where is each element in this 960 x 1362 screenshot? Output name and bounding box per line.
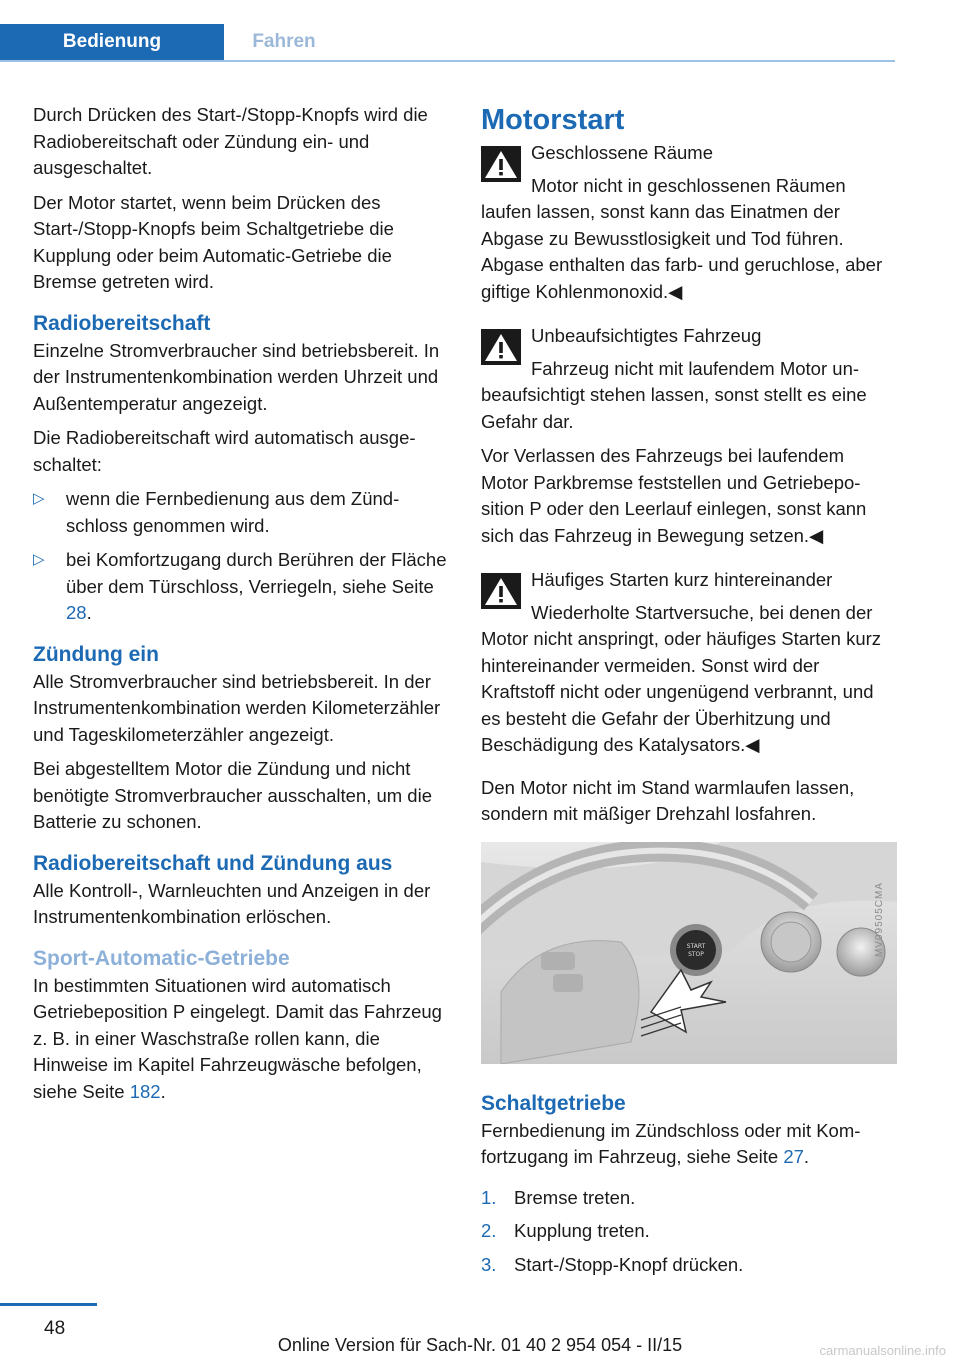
zuendung-paragraph-2: Bei abgestelltem Motor die Zündung und nicht benötigte Stromverbraucher ausschalten, um die Batterie zu schonen. — [33, 758, 432, 832]
warning-title: Unbeaufsichtigtes Fahrzeug — [531, 325, 762, 346]
step-number: 1. — [481, 1186, 497, 1208]
warning-triangle-icon — [481, 329, 521, 365]
warning-text: Wiederholte Startversuche, bei denen der Motor nicht anspringt, oder häufiges Starten kurz hintereinander vermeiden. Sonst wird der Kraftstoff nicht oder ungenügend verbrannt, und es besteht die Gefahr der Überhitzung und Beschädigung des Katalysators.◀ — [481, 601, 882, 755]
footer-version-text: Online Version für Sach-Nr. 01 40 2 954 054 - II/15 — [277, 1335, 683, 1355]
step-number: 3. — [481, 1253, 497, 1275]
svg-text:START: START — [686, 942, 706, 950]
sport-paragraph — [33, 973, 448, 1106]
heading-radiobereitschaft: Radiobereitschaft — [33, 311, 211, 335]
footer-accent-line — [0, 1303, 97, 1306]
schalt-text: Fernbedienung im Zündschloss oder mit Komfortzugang im Fahrzeug, siehe Seite — [481, 1119, 861, 1167]
intro-paragraph-1: Durch Drücken des Start-/Stopp-Knopfs wird die Radiobereitschaft oder Zündung ein- und ausgeschaltet. — [33, 104, 428, 178]
radio-paragraph-2: Die Radiobereitschaft wird automatisch ausgeschaltet: — [33, 427, 416, 475]
figure-code: MV09505CMA — [873, 881, 885, 957]
heading-schaltgetriebe: Schaltgetriebe — [481, 1091, 626, 1115]
warning-block-3 — [481, 567, 895, 759]
tab-fahren[interactable]: Fahren — [252, 31, 316, 52]
page-number: 48 — [44, 1318, 66, 1339]
stand-paragraph: Den Motor nicht im Stand warmlaufen lassen, sondern mit mäßiger Drehzahl losfahren. — [481, 776, 855, 824]
warning-block-1 — [481, 140, 895, 305]
step-text: Kupplung treten. — [514, 1220, 650, 1241]
header-divider — [0, 60, 895, 62]
aus-paragraph: Alle Kontroll-, Warnleuchten und Anzeigen in der Instrumentenkombination erlöschen. — [33, 879, 431, 927]
triangle-bullet-icon: ▷ — [33, 490, 45, 507]
start-stop-button-figure — [481, 842, 897, 1064]
watermark-text: carmanualsonline.info — [819, 1343, 946, 1358]
bullet-end: . — [86, 602, 92, 623]
radio-paragraph-1: Einzelne Stromverbraucher sind betriebsbereit. In der Instrumentenkombination werden Uhrzeit und Außentemperatur angezeigt. — [33, 339, 440, 414]
dashboard-illustration — [481, 842, 897, 1064]
list-item — [481, 1185, 895, 1212]
sport-text: In bestimmten Situationen wird automatisch Getriebeposition P eingelegt. Damit das Fahrzeug z. B. in einer Waschstraße rollen kann, die Hinweise im Kapitel Fahrzeugwäsche befolgen, siehe Seite — [33, 974, 442, 1102]
zuendung-paragraph-1: Alle Stromverbraucher sind betriebsbereit. In der Instrumentenkombination werden Kilometerzähler und Tageskilometerzähler angezeigt. — [33, 670, 441, 745]
list-item — [481, 1252, 895, 1279]
heading-zuendung-ein: Zündung ein — [33, 642, 159, 666]
warning-block-2 — [481, 323, 895, 435]
page-link-27[interactable]: 27 — [783, 1146, 804, 1167]
heading-motorstart: Motorstart — [481, 104, 625, 136]
step-number: 2. — [481, 1220, 497, 1241]
warning-title: Häufiges Starten kurz hintereinander — [531, 569, 833, 590]
heading-sport-automatic: Sport-Automatic-Getriebe — [33, 946, 290, 970]
header-tabs — [0, 24, 895, 62]
schalt-paragraph — [481, 1118, 895, 1171]
right-column — [481, 102, 895, 1285]
sport-end: . — [160, 1080, 166, 1102]
svg-text:STOP: STOP — [688, 950, 704, 958]
verlassen-paragraph: Vor Verlassen des Fahrzeugs bei laufendem Motor Parkbremse feststellen und Getriebeposition P oder den Leerlauf einlegen, sonst kann sich das Fahrzeug in Bewegung setzen.◀ — [481, 445, 867, 546]
heading-zuendung-aus: Radiobereitschaft und Zündung aus — [33, 851, 393, 875]
list-item — [33, 547, 448, 627]
triangle-bullet-icon: ▷ — [33, 551, 45, 568]
page-link-182[interactable]: 182 — [129, 1080, 161, 1102]
steps-list — [481, 1185, 895, 1279]
warning-text: Fahrzeug nicht mit laufendem Motor unbeaufsichtigt stehen lassen, sonst stellt es eine Gefahr dar. — [481, 357, 867, 432]
tab-bedienung[interactable]: Bedienung — [0, 24, 224, 60]
step-text: Bremse treten. — [514, 1186, 636, 1208]
left-column — [33, 102, 448, 1113]
radio-bullet-list — [33, 486, 448, 627]
bullet-text: bei Komfortzugang durch Berühren der Fläche über dem Türschloss, Verriegeln, siehe Seite — [66, 549, 447, 597]
step-text: Start-/Stopp-Knopf drücken. — [514, 1253, 744, 1275]
warning-title: Geschlossene Räume — [531, 142, 714, 163]
warning-triangle-icon — [481, 573, 521, 609]
page-link-28[interactable]: 28 — [66, 602, 87, 623]
list-item — [33, 486, 448, 539]
intro-paragraph-2: Der Motor startet, wenn beim Drücken des Start-/Stopp-Knopfs beim Schaltgetriebe die Kupplung oder beim Automatic-Getriebe die Bremse getreten wird. — [33, 191, 394, 292]
warning-text: Motor nicht in geschlossenen Räumen laufen lassen, sonst kann das Einatmen der Abgase zu Bewusstlosigkeit und Tod führen. Abgase enthalten das farb- und geruchlose, aber giftige Kohlenmonoxid.◀ — [481, 174, 883, 302]
list-item — [481, 1218, 895, 1245]
schalt-end: . — [803, 1146, 810, 1167]
bullet-text: wenn die Fernbedienung aus dem Zündschloss genommen wird. — [66, 488, 400, 536]
warning-triangle-icon — [481, 146, 521, 182]
